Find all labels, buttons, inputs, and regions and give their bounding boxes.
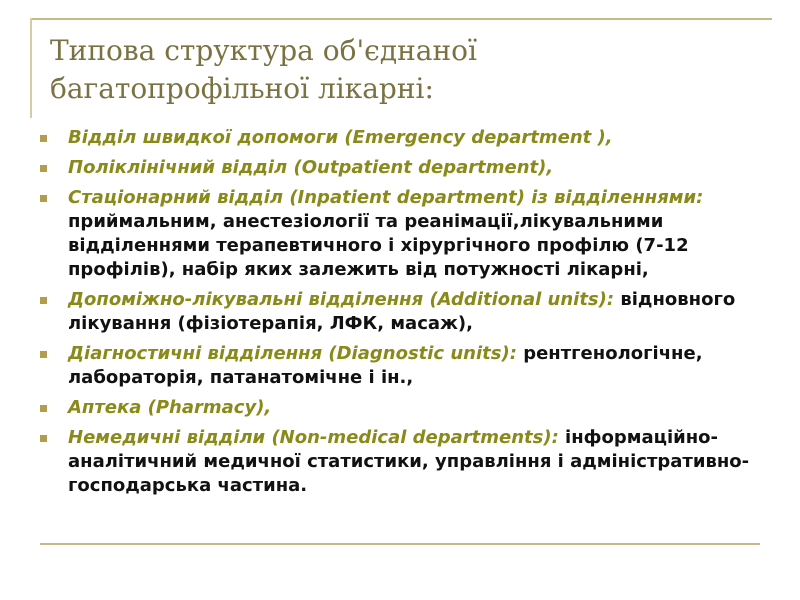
item-rest: відновного лікування (фізіотерапія, ЛФК, масаж), (68, 289, 736, 334)
square-bullet-icon (40, 435, 47, 442)
square-bullet-icon (40, 351, 47, 358)
item-rest: рентгенологічне, лабораторія, патанатомічне і ін., (68, 343, 703, 388)
square-bullet-icon (40, 135, 47, 142)
list-item (40, 396, 770, 420)
title-line-1: Типова структура об'єднаної (50, 34, 477, 67)
square-bullet-icon (40, 297, 47, 304)
item-lead: Стаціонарний відділ (Inpatient department) із відділеннями: (68, 187, 704, 208)
list-item (40, 156, 770, 180)
item-rest: інформаційно-аналітичний медичної статистики, управління і адміністративно-господарська частина. (68, 427, 750, 496)
list-item (40, 288, 770, 336)
item-lead: Відділ швидкої допомоги (Emergency department ), (68, 127, 613, 148)
list-item (40, 126, 770, 150)
top-rule (30, 18, 772, 20)
bottom-rule (40, 543, 760, 545)
left-rule (30, 18, 32, 118)
list-item (40, 186, 770, 282)
list-item (40, 426, 770, 498)
item-lead: Аптека (Pharmacy), (68, 397, 272, 418)
item-rest: приймальним, анестезіології та реанімації,лікувальними відділеннями терапевтичного і хірургічного профілю (7-12 профілів), набір яких залежить від потужності лікарні, (68, 211, 689, 280)
square-bullet-icon (40, 195, 47, 202)
square-bullet-icon (40, 165, 47, 172)
item-lead: Немедичні відділи (Non-medical departments): (68, 427, 559, 448)
list-item (40, 342, 770, 390)
square-bullet-icon (40, 405, 47, 412)
slide-title (50, 32, 750, 108)
item-lead: Допоміжно-лікувальні відділення (Additional units): (68, 289, 615, 310)
bullet-list (40, 126, 770, 504)
title-line-2: багатопрофільної лікарні: (50, 72, 434, 105)
item-lead: Діагностичні відділення (Diagnostic units): (68, 343, 517, 364)
item-lead: Поліклінічний відділ (Outpatient department), (68, 157, 554, 178)
